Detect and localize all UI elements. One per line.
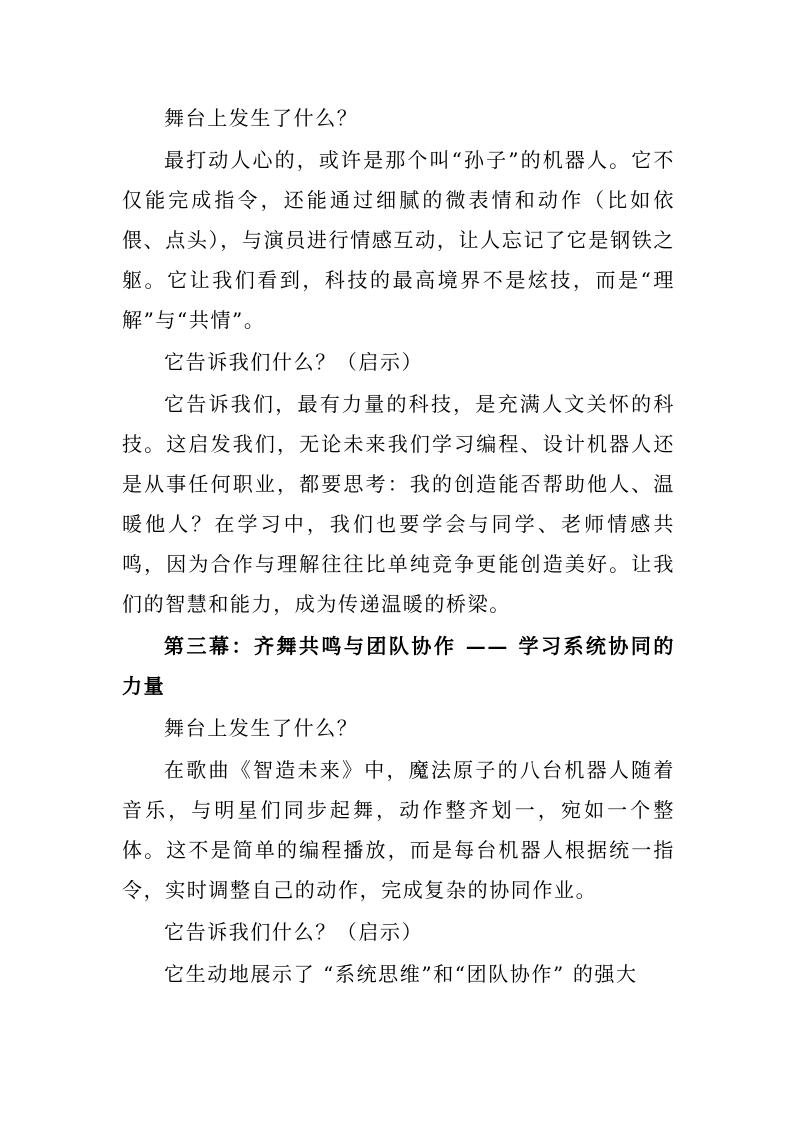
body-paragraph-system-thinking: 它生动地展示了 “系统思维”和“团队协作” 的强大 <box>164 962 638 986</box>
document-body <box>122 98 675 996</box>
section-question-stage-2: 舞台上发生了什么？ <box>164 716 359 740</box>
body-paragraph-humanistic-tech: 它告诉我们，最有力量的科技，是充满人文关怀的科技。这启发我们，无论未来我们学习编程、设计机器人还是从事任何职业，都要思考：我的创造能否帮助他人、温暖他人？在学习中，我们也要学会与同学、老师情感共鸣，因为合作与理解往往比单纯竞争更能创造美好。让我们的智慧和能力，成为传递温暖的桥梁。 <box>122 392 675 616</box>
section-question-insight: 它告诉我们什么？（启示） <box>164 350 424 374</box>
section-question-stage: 舞台上发生了什么？ <box>164 106 359 130</box>
body-paragraph-robot-dance: 在歌曲《智造未来》中，魔法原子的八台机器人随着音乐，与明星们同步起舞，动作整齐划一，宛如一个整体。这不是简单的编程播放，而是每台机器人根据统一指令，实时调整自己的动作，完成复杂的协同作业。 <box>122 758 675 902</box>
section-question-insight-2: 它告诉我们什么？（启示） <box>164 920 424 944</box>
section-heading-act-three: 第三幕：齐舞共鸣与团队协作 —— 学习系统协同的力量 <box>122 634 675 698</box>
body-paragraph-robot-emotion: 最打动人心的，或许是那个叫“孙子”的机器人。它不仅能完成指令，还能通过细腻的微表情和动作（比如依偎、点头），与演员进行情感互动，让人忘记了它是钢铁之躯。它让我们看到，科技的最高境界不是炫技，而是“理解”与“共情”。 <box>122 148 675 332</box>
